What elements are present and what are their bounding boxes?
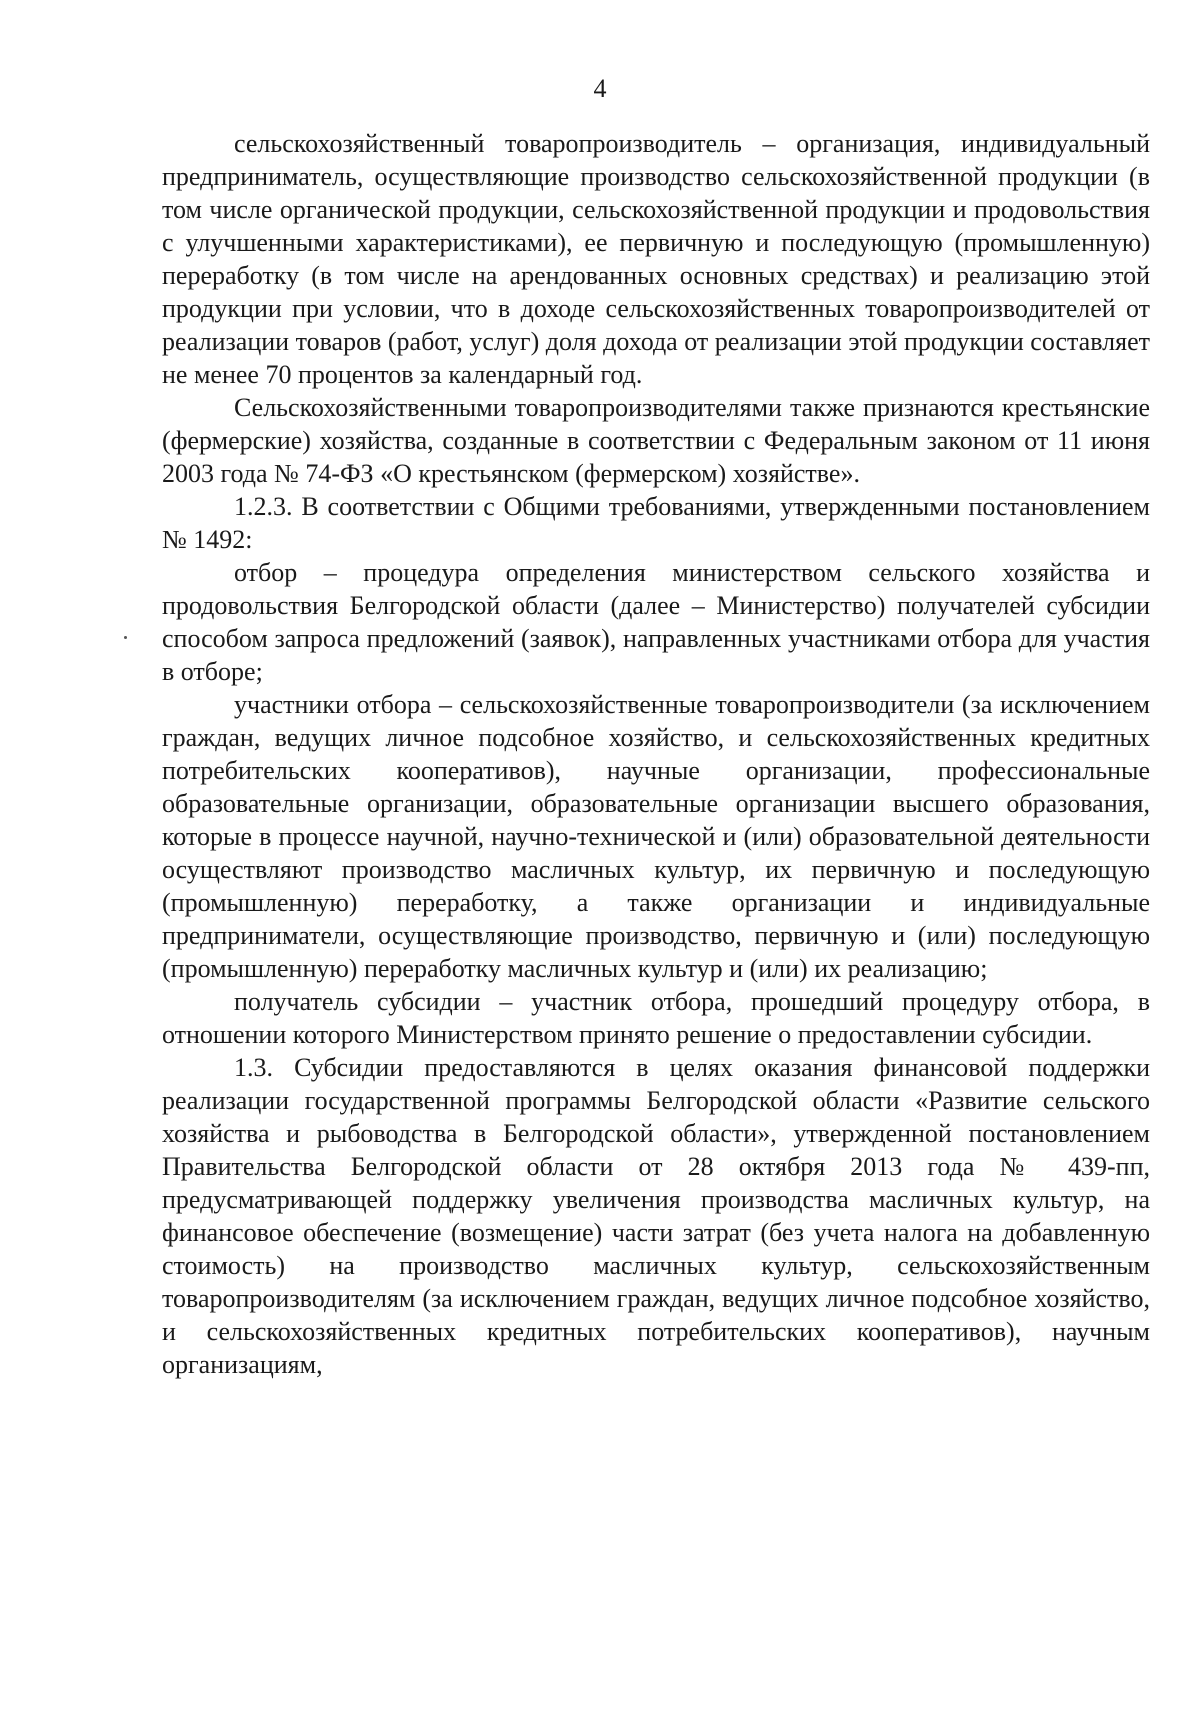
document-body: [162, 127, 1150, 1381]
paragraph-clause-1-3: 1.3. Субсидии предоставляются в целях оказания финансовой поддержки реализации государственной программы Белгородской области «Развитие сельского хозяйства и рыбоводства в Белгородской области», утвержденной постановлением Правительства Белгородской области от 28 октября 2013 года № 439-пп, предусматривающей поддержку увеличения производства масличных культур, на финансовое обеспечение (возмещение) части затрат (без учета налога на добавленную стоимость) на производство масличных культур, сельскохозяйственным товаропроизводителям (за исключением граждан, ведущих личное подсобное хозяйство, и сельскохозяйственных кредитных потребительских кооперативов), научным организациям,: [162, 1053, 1150, 1379]
paragraph-participants-definition: участники отбора – сельскохозяйственные товаропроизводители (за исключением граждан, ведущих личное подсобное хозяйство, и сельскохозяйственных кредитных потребительских кооперативов), научные организации, профессиональные образовательные организации, образовательные организации высшего образования, которые в процессе научной, научно-технической и (или) образовательной деятельности осуществляют производство масличных культур, их первичную и последующую (промышленную) переработку, а также организации и индивидуальные предприниматели, осуществляющие производство, первичную и (или) последующую (промышленную) переработку масличных культур и (или) их реализацию;: [162, 690, 1150, 983]
paragraph-clause-1-2-3: 1.2.3. В соответствии с Общими требованиями, утвержденными постановлением № 1492:: [162, 492, 1150, 554]
paragraph-producer-definition: сельскохозяйственный товаропроизводитель – организация, индивидуальный предприниматель, осуществляющие производство сельскохозяйственной продукции (в том числе органической продукции, сельскохозяйственной продукции и продовольствия с улучшенными характеристиками), ее первичную и последующую (промышленную) переработку (в том числе на арендованных основных средствах) и реализацию этой продукции при условии, что в доходе сельскохозяйственных товаропроизводителей от реализации товаров (работ, услуг) доля дохода от реализации этой продукции составляет не менее 70 процентов за календарный год.: [162, 129, 1150, 389]
paragraph-farm-households: Сельскохозяйственными товаропроизводителями также признаются крестьянские (фермерские) хозяйства, созданные в соответствии с Федеральным законом от 11 июня 2003 года № 74-ФЗ «О крестьянском (фермерском) хозяйстве».: [162, 393, 1150, 488]
paragraph-recipient-definition: получатель субсидии – участник отбора, прошедший процедуру отбора, в отношении которого Министерством принято решение о предоставлении субсидии.: [162, 987, 1150, 1049]
scan-speck: [124, 636, 127, 639]
page-number: 4: [593, 74, 607, 103]
paragraph-selection-definition: отбор – процедура определения министерством сельского хозяйства и продовольствия Белгородской области (далее – Министерство) получателей субсидии способом запроса предложений (заявок), направленных участниками отбора для участия в отборе;: [162, 558, 1150, 686]
